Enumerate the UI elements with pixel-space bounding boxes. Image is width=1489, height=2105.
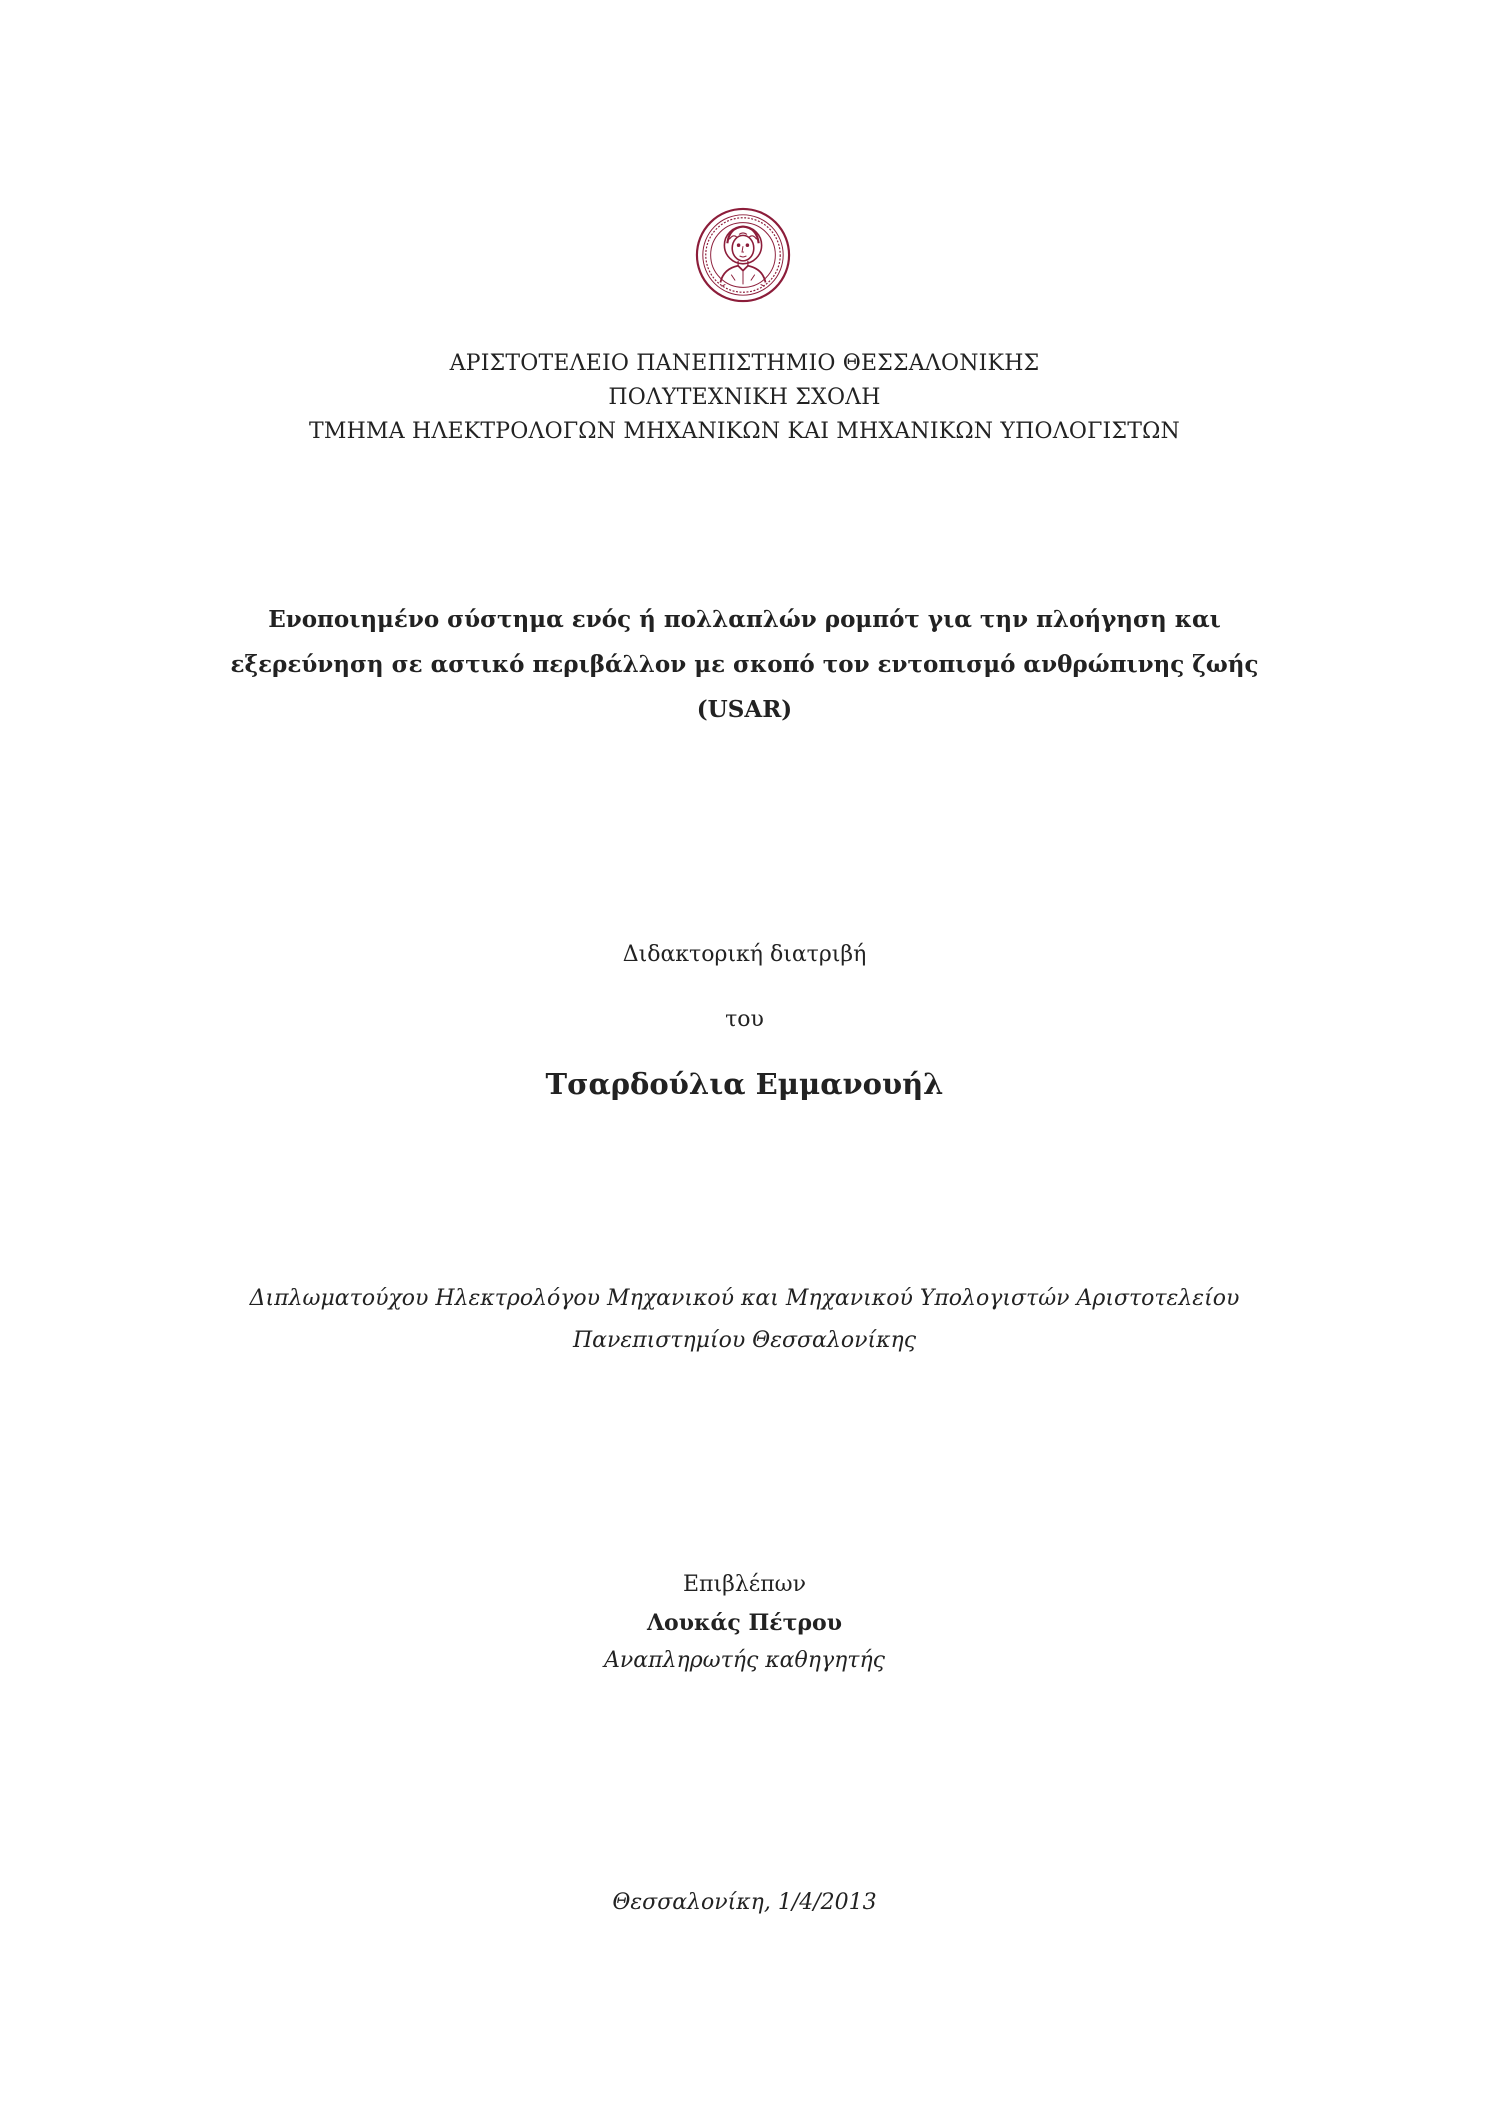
author-credentials [0, 1278, 1489, 1362]
institution-header [0, 347, 1489, 449]
thesis-title-line-2: εξερεύνηση σε αστικό περιβάλλον με σκοπό τον εντοπισμό ανθρώπινης ζωής [230, 651, 1259, 678]
thesis-type: Διδακτορική διατριβή [622, 942, 867, 967]
supervisor-block [0, 1566, 1489, 1680]
credentials-line-2: Πανεπιστημίου Θεσσαλονίκης [572, 1328, 917, 1353]
supervisor-label: Επιβλέπων [683, 1572, 806, 1597]
thesis-by: του [725, 1007, 764, 1032]
author-name: Τσαρδούλια Εμμανουήλ [545, 1067, 944, 1101]
place-date: Θεσσαλονίκη, 1/4/2013 [612, 1890, 877, 1915]
thesis-title [0, 597, 1489, 732]
thesis-title-line-3: (USAR) [696, 696, 793, 723]
school-name: ΠΟΛΥΤΕΧΝΙΚΗ ΣΧΟΛΗ [608, 385, 881, 410]
supervisor-name: Λουκάς Πέτρου [646, 1610, 842, 1636]
department-name: ΤΜΗΜΑ ΗΛΕΚΤΡΟΛΟΓΩΝ ΜΗΧΑΝΙΚΩΝ ΚΑΙ ΜΗΧΑΝΙΚΩΝ ΥΠΟΛΟΓΙΣΤΩΝ [309, 419, 1180, 444]
university-name: ΑΡΙΣΤΟΤΕΛΕΙΟ ΠΑΝΕΠΙΣΤΗΜΙΟ ΘΕΣΣΑΛΟΝΙΚΗΣ [449, 351, 1040, 376]
supervisor-title: Αναπληρωτής καθηγητής [604, 1648, 885, 1673]
thesis-title-line-1: Ενοποιημένο σύστημα ενός ή πολλαπλών ρομπότ για την πλοήγηση και [268, 606, 1221, 633]
university-seal-icon [694, 206, 792, 304]
credentials-line-1: Διπλωματούχου Ηλεκτρολόγου Μηχανικού και Μηχανικού Υπολογιστών Αριστοτελείου [249, 1286, 1240, 1311]
